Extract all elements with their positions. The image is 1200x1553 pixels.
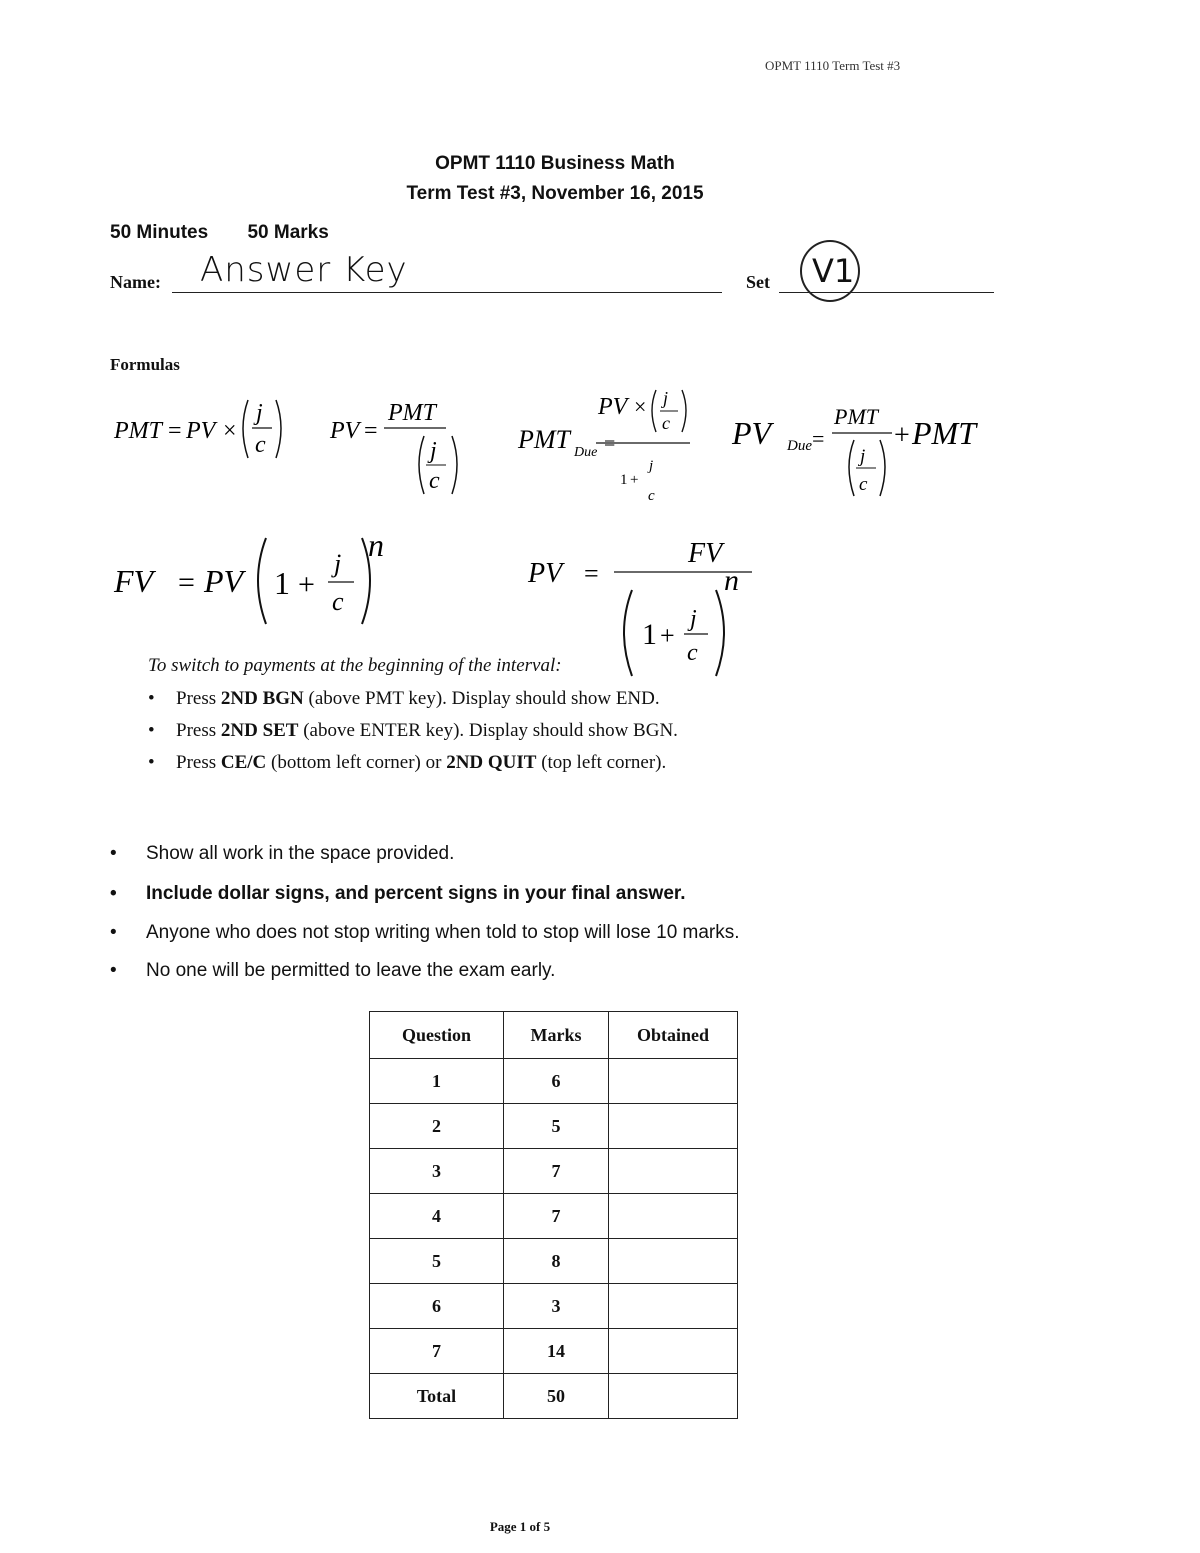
duration: 50 Minutes: [110, 222, 209, 243]
question-cell: 1: [370, 1059, 504, 1104]
f4-num: PMT: [834, 404, 878, 429]
rule-1-text: Show all work in the space provided.: [146, 843, 455, 864]
marks-cell: 7: [504, 1149, 609, 1194]
f4-paren-right: [880, 440, 885, 496]
obtained-cell: [609, 1104, 738, 1149]
question-cell: 4: [370, 1194, 504, 1239]
bullet-icon: •: [148, 720, 155, 741]
step-1-post: (above PMT key). Display should show END.: [303, 688, 660, 709]
table-header-row: [370, 1012, 738, 1059]
step-2-post: (above ENTER key). Display should show BGN.: [298, 720, 678, 741]
f5-lhs: FV: [114, 563, 154, 599]
f6-plus: +: [660, 621, 675, 650]
f3-num: PV: [598, 394, 628, 420]
f4-paren-left: [849, 440, 854, 496]
obtained-cell: [609, 1149, 738, 1194]
bullet-icon: •: [110, 960, 117, 981]
step-3-key-2: 2ND QUIT: [446, 752, 537, 773]
set-handwritten: V1: [812, 252, 855, 290]
table-row: [370, 1149, 738, 1194]
rule-2-text: Include dollar signs, and percent signs in your final answer.: [146, 883, 686, 904]
rule-4-text: No one will be permitted to leave the exam early.: [146, 960, 556, 981]
f2-j: j: [430, 438, 437, 464]
question-cell: 6: [370, 1284, 504, 1329]
step-3-pre: Press: [176, 752, 221, 773]
step-3-key: CE/C: [220, 752, 267, 773]
bullet-icon: •: [148, 752, 155, 773]
table-row: [370, 1194, 738, 1239]
step-1-pre: Press: [176, 688, 221, 709]
rule-3: [110, 922, 740, 944]
f4-equals: =: [812, 426, 825, 451]
page-number: Page 1 of 5: [489, 1519, 551, 1534]
f6-j: j: [690, 606, 697, 632]
formula-block: [0, 0, 1200, 700]
table-row: [370, 1104, 738, 1149]
col-obtained: Obtained: [609, 1012, 738, 1059]
rule-3-text: Anyone who does not stop writing when told to stop will lose 10 marks.: [146, 922, 740, 943]
f1-den: c: [255, 432, 266, 458]
f1-lhs: PMT: [114, 418, 162, 444]
marks-cell: 14: [504, 1329, 609, 1374]
f6-lhs: PV: [528, 558, 563, 589]
f5-n: n: [368, 527, 384, 563]
question-cell: 7: [370, 1329, 504, 1374]
obtained-cell: [609, 1194, 738, 1239]
step-3-mid: (bottom left corner) or: [266, 752, 447, 773]
instruction-step-3: [148, 752, 666, 774]
f2-c: c: [429, 468, 440, 494]
f4-c: c: [859, 474, 868, 495]
f3-equals: =: [604, 433, 616, 455]
marks-cell: 8: [504, 1239, 609, 1284]
bullet-icon: •: [148, 688, 155, 709]
f3-sub: Due: [574, 445, 598, 460]
step-3-post: (top left corner).: [536, 752, 667, 773]
f2-paren-left: [419, 436, 424, 494]
f3-paren-left: [652, 390, 656, 432]
formula-pv: [329, 400, 457, 494]
f3-one: 1: [620, 472, 628, 488]
f4-plus: +: [894, 420, 910, 451]
total-label-cell: Total: [370, 1374, 504, 1419]
f3-c2: c: [648, 488, 655, 504]
f5-equals: =: [178, 566, 195, 599]
marks-cell: 6: [504, 1059, 609, 1104]
rule-4: [110, 960, 555, 982]
marks-cell: 5: [504, 1104, 609, 1149]
f6-equals: =: [584, 559, 599, 588]
f2-paren-right: [452, 436, 457, 494]
obtained-cell: [609, 1284, 738, 1329]
f5-c: c: [332, 587, 344, 616]
f1-equals: =: [168, 418, 182, 444]
f5-one: 1: [274, 565, 290, 601]
total-marks-cell: 50: [504, 1374, 609, 1419]
f6-num: FV: [688, 538, 723, 569]
rule-1: [110, 843, 454, 865]
col-marks: Marks: [504, 1012, 609, 1059]
f2-lhs: PV: [330, 418, 360, 444]
f3-c: c: [662, 413, 670, 433]
name-handwritten: Answer Key: [200, 250, 408, 290]
step-2-pre: Press: [176, 720, 221, 741]
f6-c: c: [687, 640, 698, 666]
f4-tail: PMT: [912, 415, 976, 451]
set-label: Set: [746, 272, 770, 292]
marks-cell: 3: [504, 1284, 609, 1329]
f5-j: j: [334, 549, 342, 578]
f6-paren-left: [624, 590, 632, 676]
f3-j: j: [663, 388, 669, 408]
f6-one: 1: [642, 618, 657, 651]
f5-rhs: PV: [204, 563, 244, 599]
f1-paren-right: [276, 400, 281, 458]
total-marks: 50 Marks: [247, 222, 329, 243]
f3-paren-right: [682, 390, 686, 432]
total-obtained-cell: [609, 1374, 738, 1419]
question-cell: 5: [370, 1239, 504, 1284]
running-header: OPMT 1110 Term Test #3: [765, 58, 901, 73]
f5-plus: +: [298, 568, 315, 601]
marks-table: [369, 1011, 738, 1419]
f2-num: PMT: [388, 400, 436, 426]
f1-paren-left: [243, 400, 248, 458]
f4-sub: Due: [787, 438, 812, 454]
obtained-cell: [609, 1329, 738, 1374]
f1-num: j: [256, 400, 263, 426]
table-total-row: [370, 1374, 738, 1419]
instruction-step-1: [148, 688, 660, 710]
f6-n: n: [724, 564, 739, 597]
f2-equals: =: [364, 418, 378, 444]
f6-paren-right: [716, 590, 724, 676]
table-row: [370, 1284, 738, 1329]
f1-times: ×: [223, 418, 237, 444]
formula-fv: [113, 527, 384, 624]
step-2-key: 2ND SET: [220, 720, 299, 741]
question-cell: 3: [370, 1149, 504, 1194]
table-row: [370, 1059, 738, 1104]
marks-cell: 7: [504, 1194, 609, 1239]
obtained-cell: [609, 1059, 738, 1104]
question-cell: 2: [370, 1104, 504, 1149]
f4-j: j: [860, 446, 866, 467]
table-row: [370, 1239, 738, 1284]
bullet-icon: •: [110, 922, 117, 943]
f1-rhs: PV: [186, 418, 216, 444]
document-subtitle: Term Test #3, November 16, 2015: [406, 183, 704, 204]
table-row: [370, 1329, 738, 1374]
f4-lhs: PV: [732, 415, 772, 451]
rule-2: [110, 883, 686, 905]
f5-paren-left: [258, 538, 266, 624]
f3-lhs: PMT: [518, 425, 570, 454]
name-label: Name:: [110, 272, 161, 292]
bullet-icon: •: [110, 883, 117, 904]
calculator-note: To switch to payments at the beginning of the interval:: [148, 655, 562, 676]
f3-plus: +: [630, 472, 639, 488]
formula-pv-due: [731, 404, 978, 496]
formula-pmt-due: [517, 388, 690, 504]
f3-j2: j: [649, 458, 654, 474]
step-1-key: 2ND BGN: [220, 688, 304, 709]
f3-times: ×: [634, 394, 647, 419]
obtained-cell: [609, 1239, 738, 1284]
document-title: OPMT 1110 Business Math: [435, 153, 675, 174]
formula-pmt: [113, 400, 281, 458]
bullet-icon: •: [110, 843, 117, 864]
formulas-label: Formulas: [110, 355, 180, 374]
col-question: Question: [370, 1012, 504, 1059]
instruction-step-2: [148, 720, 678, 742]
